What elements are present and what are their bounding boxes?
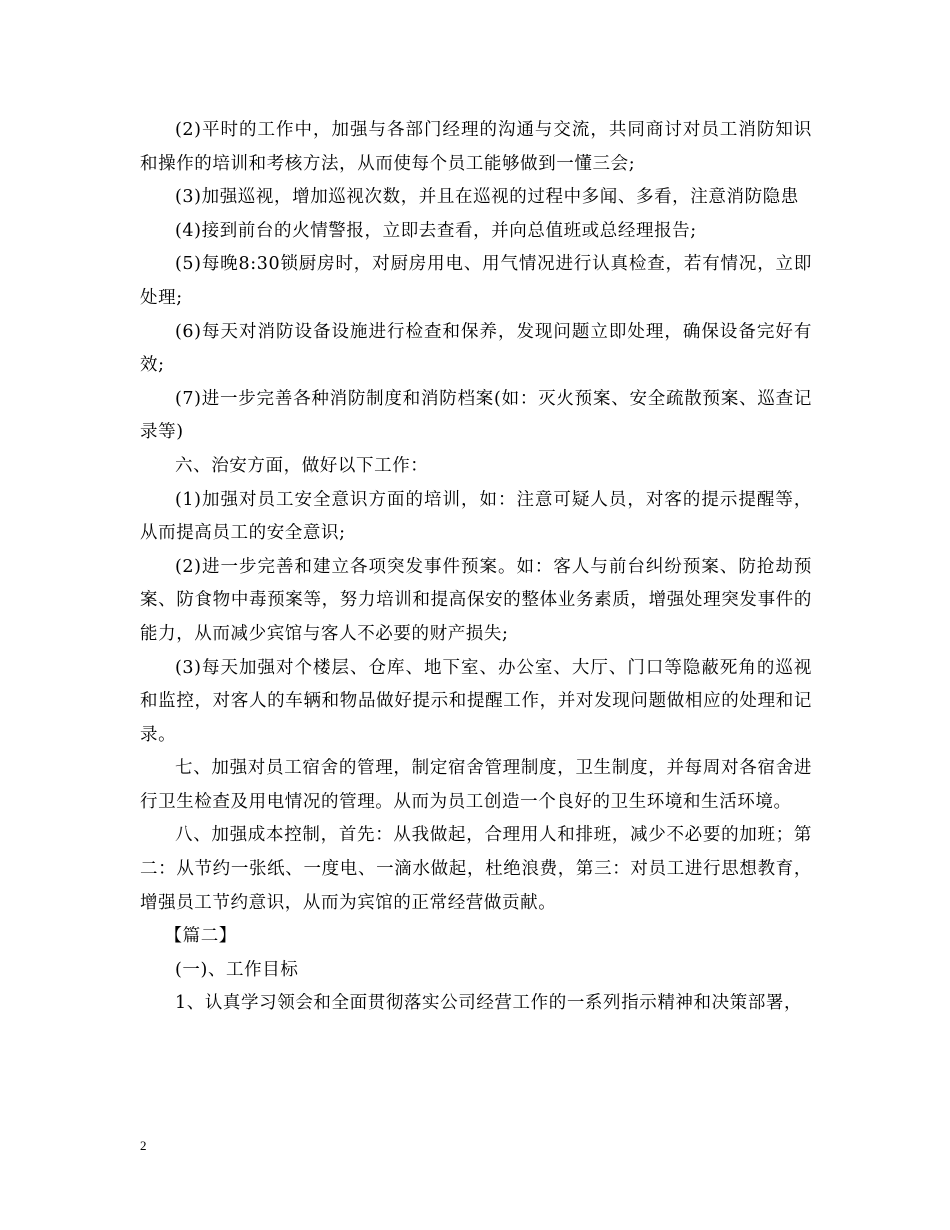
paragraph-emergency-plans: (2)进一步完善和建立各项突发事件预案。如：客人与前台纠纷预案、防抢劫预案、防食物中毒预案等，努力培训和提高保安的整体业务素质，增强处理突发事件的能力，从而减少宾馆与客人不必要的财产损失;: [140, 556, 812, 644]
paragraph-kitchen-check: (5)每晚8:30锁厨房时，对厨房用电、用气情况进行认真检查，若有情况，立即处理;: [140, 254, 812, 308]
document-body: [140, 114, 812, 1021]
section-heading-security: 六、治安方面，做好以下工作：: [175, 455, 429, 476]
page-number: 2: [140, 1138, 147, 1153]
paragraph-monitoring: (3)每天加强对个楼层、仓库、地下室、办公室、大厅、门口等隐蔽死角的巡视和监控，对客人的车辆和物品做好提示和提醒工作，并对发现问题做相应的处理和记录。: [140, 657, 812, 745]
section-heading-part-two: 【篇二】: [164, 926, 237, 947]
paragraph-fire-training: (2)平时的工作中，加强与各部门经理的沟通与交流，共同商讨对员工消防知识和操作的培训和考核方法，从而使每个员工能够做到一懂三会;: [140, 120, 812, 174]
paragraph-fire-records: (7)进一步完善各种消防制度和消防档案(如：灭火预案、安全疏散预案、巡查记录等): [140, 388, 812, 443]
paragraph-patrol: (3)加强巡视，增加巡视次数，并且在巡视的过程中多闻、多看，注意消防隐患: [175, 187, 799, 208]
subheading-work-goals: (一)、工作目标: [175, 959, 299, 980]
paragraph-dormitory: 七、加强对员工宿舍的管理，制定宿舍管理制度，卫生制度，并每周对各宿舍进行卫生检查及用电情况的管理。从而为员工创造一个良好的卫生环境和生活环境。: [140, 758, 812, 812]
paragraph-equipment-maintenance: (6)每天对消防设备设施进行检查和保养，发现问题立即处理，确保设备完好有效;: [140, 321, 812, 376]
paragraph-safety-training: (1)加强对员工安全意识方面的培训，如：注意可疑人员，对客的提示提醒等，从而提高员工的安全意识;: [140, 489, 812, 544]
paragraph-cost-control: 八、加强成本控制，首先：从我做起，合理用人和排班，减少不必要的加班；第二：从节约一张纸、一度电、一滴水做起，杜绝浪费，第三：对员工进行思想教育，增强员工节约意识，从而为宾馆的正常经营做贡献。: [140, 825, 812, 913]
paragraph-fire-alarm: (4)接到前台的火情警报，立即去查看，并向总值班或总经理报告;: [175, 220, 697, 241]
paragraph-goal-one: 1、认真学习领会和全面贯彻落实公司经营工作的一系列指示精神和决策部署，: [175, 993, 803, 1014]
